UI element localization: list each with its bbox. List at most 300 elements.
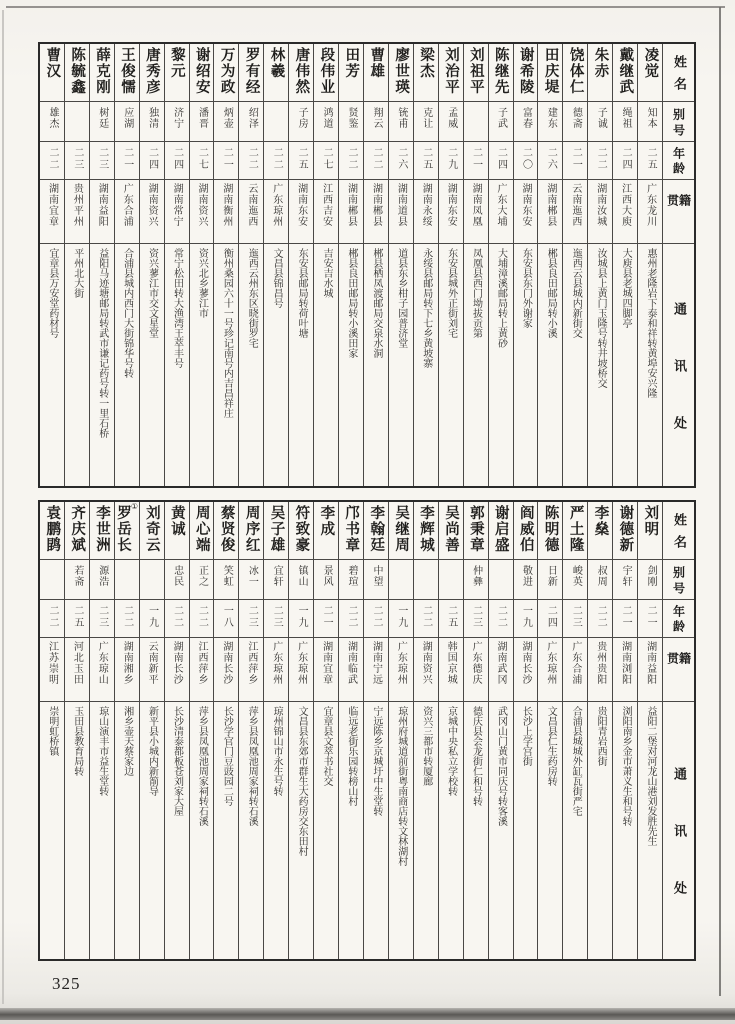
name-cell-text: 戴继武 [617,47,634,95]
address-cell [140,702,164,959]
alias-cell-text: 富春 [520,107,532,129]
age-cell-text: 二七 [196,147,208,171]
age-cell [638,600,662,638]
age-cell [289,142,313,180]
alias-cell [364,560,388,600]
name-cell [514,44,538,102]
name-cell [165,44,189,102]
person-entry [514,502,539,959]
name-cell-text: 符致豪 [293,505,310,553]
alias-cell [90,560,114,600]
person-entry [339,44,364,486]
age-cell-text: 二一 [470,147,482,171]
origin-cell-text: 广东琼山 [96,641,108,685]
column-header-origin [663,638,694,702]
column-header-address [663,244,694,486]
address-cell [314,244,338,486]
origin-cell [638,638,662,702]
person-entry [414,502,439,959]
address-cell-text: 长沙上学宫街 [520,706,532,766]
person-entry [464,502,489,959]
age-cell-text: 二二 [46,605,58,629]
origin-cell-text: 江西萍乡 [245,641,257,685]
address-cell-text: 琼州府城道前街粤南商店转文林湖村 [395,706,407,866]
origin-cell-text: 湖南浏阳 [619,641,631,685]
origin-cell [538,180,562,244]
address-cell [140,244,164,486]
name-cell [40,502,64,560]
origin-cell [115,180,139,244]
age-cell [364,600,388,638]
address-cell-text: 玉田县教育局转 [71,706,83,776]
age-cell [638,142,662,180]
address-cell-text: 凤凰县西门坳拔贡第 [470,248,482,338]
alias-cell [90,102,114,142]
age-cell-text: 二二 [196,605,208,629]
origin-cell-text: 贵州贵阳 [594,641,606,685]
origin-cell [165,180,189,244]
alias-cell-text: 宜轩 [271,565,283,587]
age-cell-text: 二二 [346,605,358,629]
alias-cell-text: 雄杰 [46,107,58,129]
address-cell-text: 迤西云州东区晓街罗宅 [246,248,258,348]
alias-cell [140,560,164,600]
person-entry [40,502,65,959]
column-header-name-text: 姓名 [671,55,687,99]
address-cell-text: 合浦县城城外缸瓦街严宅 [570,706,582,816]
name-cell-text: 齐庆斌 [69,505,86,553]
address-cell-text: 萍乡县凤凰池周家祠转石溪 [246,706,258,826]
age-cell-text: 二一 [221,147,233,171]
origin-cell-text: 广东琼州 [270,183,282,227]
person-entry [489,502,514,959]
address-cell [339,702,363,959]
address-cell-text: 贵阳青岩西街 [595,706,607,766]
address-cell-text: 资兴三都市转厦廊 [420,706,432,786]
address-cell-text: 宜章县万安堂药材号 [46,248,58,338]
origin-cell [65,180,89,244]
address-cell [464,702,488,959]
origin-cell [389,638,413,702]
origin-cell-text: 湖南道县 [395,183,407,227]
origin-cell [464,638,488,702]
alias-cell [314,102,338,142]
address-cell [190,702,214,959]
column-header-name [663,502,694,560]
alias-cell-text: 绍泽 [246,107,258,129]
age-cell-text: 一九 [520,605,532,629]
directory-table-top [38,42,696,488]
alias-cell-text: 贤鉴 [346,107,358,129]
alias-cell [339,560,363,600]
address-cell [389,702,413,959]
origin-cell [190,638,214,702]
alias-cell-text: 忠民 [171,565,183,587]
address-cell [364,244,388,486]
age-cell-text: 二二 [420,605,432,629]
alias-cell [115,102,139,142]
name-cell [239,44,263,102]
name-cell [514,502,538,560]
age-cell-text: 二二 [246,147,258,171]
name-cell [314,502,338,560]
address-cell-text: 东安县城外正街刘宅 [445,248,457,338]
origin-cell-text: 韩国京城 [445,641,457,685]
alias-cell [563,102,587,142]
address-cell-text: 惠州老隆岩下泰和祥转黄埠安兴隆 [644,248,656,398]
name-cell-text: 李世洲 [94,505,111,553]
origin-cell-text: 江西大庾 [619,183,631,227]
address-cell [115,702,139,959]
alias-cell-text: 景风 [321,565,333,587]
scan-edge-bottom [0,1008,735,1020]
age-cell-text: 二三 [71,147,83,171]
alias-cell-text: 孟威 [445,107,457,129]
age-cell-text: 二三 [246,605,258,629]
origin-cell-text: 广东德庆 [470,641,482,685]
address-cell-text: 益阳二堡对河龙山港刘发胜先生 [644,706,656,846]
age-cell-text: 二二 [370,605,382,629]
origin-cell-text: 江西萍乡 [195,641,207,685]
origin-cell [364,638,388,702]
address-cell-text: 长沙学官门豆豉园二号 [221,706,233,806]
age-cell [264,142,288,180]
person-entry [588,502,613,959]
person-entry [364,502,389,959]
age-cell [538,142,562,180]
age-cell-text: 一九 [296,605,308,629]
address-cell-text: 大庾县老城四脚亭 [620,248,632,328]
age-cell-text: 二三 [570,605,582,629]
age-cell-text: 二三 [271,605,283,629]
address-cell-text: 常宁松田转大渔湾王萃丰号 [171,248,183,368]
person-entry [389,44,414,486]
name-cell-text: 吴尚善 [442,505,459,553]
age-cell-text: 二六 [545,147,557,171]
address-cell-text: 吉安吉水城 [321,248,332,298]
age-cell [364,142,388,180]
alias-cell-text: 鸿道 [321,107,333,129]
age-cell-text: 二三 [96,147,108,171]
name-cell-text: 陈毓鑫 [69,47,86,95]
origin-cell [90,638,114,702]
name-cell-text: 谢绍安 [193,47,210,95]
name-cell-text: 阎威伯 [517,505,534,553]
address-cell-text: 东安县东门外谢家 [520,248,532,328]
alias-cell [514,560,538,600]
person-entry [214,502,239,959]
alias-cell-text: 镇山 [296,565,308,587]
age-cell [439,600,463,638]
address-cell [264,702,288,959]
age-cell [115,142,139,180]
name-cell [389,44,413,102]
age-cell [165,600,189,638]
person-entry [190,44,215,486]
name-cell [289,502,313,560]
address-cell-text: 郴县良田邮局转小溪田家 [345,248,357,358]
age-cell [514,600,538,638]
age-cell-text: 二六 [395,147,407,171]
address-cell [289,702,313,959]
name-cell-text: 段伟业 [318,47,335,95]
origin-cell [239,180,263,244]
name-cell-text: 周心端 [193,505,210,553]
origin-cell [613,180,637,244]
column-header-alias-text: 别号 [671,565,686,598]
origin-cell-text: 云南迤西 [245,183,257,227]
age-cell [40,142,64,180]
alias-cell [165,560,189,600]
origin-cell-text: 广东琼州 [395,641,407,685]
address-cell-text: 汝城县上黄门玉隆号转井坡桥交 [595,248,607,388]
address-cell-text: 长沙清泰都板苍刘家大屋 [171,706,183,816]
origin-cell-text: 贵州平州 [71,183,83,227]
origin-cell-text: 湖南资兴 [146,183,158,227]
name-cell-text: 万为政 [218,47,235,95]
name-cell-text: 郭秉章 [467,505,484,553]
origin-cell-text: 湖南东安 [519,183,531,227]
alias-cell [613,560,637,600]
name-cell [339,502,363,560]
name-cell-text: 袁鹏鹍 [44,505,61,553]
origin-cell-text: 湖南临武 [345,641,357,685]
origin-cell [588,180,612,244]
age-cell [239,142,263,180]
address-cell [439,244,463,486]
address-cell [414,244,438,486]
alias-cell [389,102,413,142]
origin-cell [40,638,64,702]
alias-cell [289,560,313,600]
name-cell-text: 林羲 [268,47,285,79]
name-cell [90,502,114,560]
age-cell-text: 二四 [545,605,557,629]
name-cell [414,44,438,102]
origin-cell-text: 湖南长沙 [220,641,232,685]
name-cell [264,502,288,560]
age-cell [389,600,413,638]
age-cell [264,600,288,638]
address-cell [90,244,114,486]
scan-edge-right [719,7,721,996]
address-cell-text: 崇明虹桥镇 [46,706,58,756]
name-cell [439,44,463,102]
name-cell-text: 谢德新 [617,505,634,553]
name-cell [90,44,114,102]
origin-cell [140,638,164,702]
name-cell-text: 陈继先 [492,47,509,95]
alias-cell [264,560,288,600]
name-cell-text: 周序红 [243,505,260,553]
column-header-address-text: 通讯处 [671,301,687,473]
age-cell [339,600,363,638]
name-cell [239,502,263,560]
person-entry [538,44,563,486]
name-cell [214,44,238,102]
address-cell [165,702,189,959]
address-cell [489,702,513,959]
age-cell [65,142,89,180]
name-cell [190,502,214,560]
name-cell [613,502,637,560]
name-cell [314,44,338,102]
alias-cell [65,102,89,142]
origin-cell-text: 广东琼州 [295,641,307,685]
alias-cell [165,102,189,142]
age-cell-text: 二二 [46,147,58,171]
address-cell-text: 大埔漳溪邮局转上黄砂 [495,248,507,348]
age-cell-text: 二五 [296,147,308,171]
address-cell-text: 京城中央私立学校转 [445,706,457,796]
origin-cell [140,180,164,244]
person-entry [214,44,239,486]
age-cell-text: 一九 [146,605,158,629]
address-cell [289,244,313,486]
address-cell [165,244,189,486]
age-cell [563,142,587,180]
person-entry [190,502,215,959]
name-cell-text: 凌觉 [642,47,659,79]
address-cell [90,702,114,959]
origin-cell-text: 江苏崇明 [46,641,58,685]
name-cell-text: 邝书章 [343,505,360,553]
origin-cell-text: 湖南郴县 [544,183,556,227]
directory-table-bottom [38,500,696,961]
alias-cell-text: 潘晋 [196,107,208,129]
alias-cell-text: 正之 [196,565,208,587]
address-cell-text: 文昌县东郊市群生大药房交东田村 [296,706,308,856]
name-cell-text: 李燊 [592,505,609,537]
origin-cell [414,638,438,702]
address-cell [638,702,662,959]
name-cell-text: 王俊懦 [118,47,135,95]
column-header-origin-text: 籍贯 [665,194,692,220]
alias-cell [190,560,214,600]
address-cell-text: 资兴蓼江市交文星堂 [146,248,158,338]
address-cell-text: 萍乡县凤凰池周家祠转石溪 [196,706,208,826]
address-cell-text: 永绥县邮局转下七乡黄坡寨 [420,248,432,368]
address-cell [239,244,263,486]
person-entry [638,44,663,486]
address-cell-text: 衡州桑园六十一号珍记南号内吉昌祥庄 [221,248,233,418]
age-cell [339,142,363,180]
person-entry [314,502,339,959]
name-cell [563,44,587,102]
origin-cell-text: 湖南汝城 [594,183,606,227]
alias-cell-text: 日新 [545,565,557,587]
address-cell-text: 宁远陈乡京城圩中生堂转 [370,706,382,816]
origin-cell [264,180,288,244]
alias-cell [364,102,388,142]
alias-cell [65,560,89,600]
scan-edge-left [2,10,4,1004]
person-entry [264,502,289,959]
alias-cell-text: 树廷 [96,107,108,129]
alias-cell [414,102,438,142]
name-cell-text: 朱赤 [592,47,609,79]
name-cell-text: 田庆堤 [542,47,559,95]
age-cell-text: 二五 [71,605,83,629]
age-cell-text: 二一 [570,147,582,171]
origin-cell [314,638,338,702]
age-cell-text: 二九 [445,147,457,171]
address-cell [190,244,214,486]
origin-cell-text: 湖南资兴 [195,183,207,227]
origin-cell [464,180,488,244]
origin-cell-text: 云南迤西 [569,183,581,227]
person-entry [613,502,638,959]
origin-cell-text: 湖南常宁 [171,183,183,227]
age-cell-text: 二一 [321,605,333,629]
age-cell [414,142,438,180]
age-cell [140,142,164,180]
alias-cell [214,560,238,600]
alias-cell-text: 子武 [495,107,507,129]
name-cell [414,502,438,560]
address-cell [613,244,637,486]
name-cell [190,44,214,102]
alias-cell [289,102,313,142]
name-cell-text: 黄诚 [168,505,185,537]
age-cell-text: 二四 [495,147,507,171]
age-cell-text: 二五 [420,147,432,171]
address-cell-text: 临远老街乐园转榜山村 [345,706,357,806]
origin-cell-text: 湖南宁远 [370,641,382,685]
origin-cell [115,638,139,702]
alias-cell-text: 独清 [146,107,158,129]
origin-cell [414,180,438,244]
alias-cell-text: 铳甫 [395,107,407,129]
alias-cell-text: 仲彝 [470,565,482,587]
column-header-alias [663,102,694,142]
alias-cell [638,102,662,142]
age-cell [414,600,438,638]
name-cell [464,502,488,560]
alias-cell-text: 翔云 [370,107,382,129]
alias-cell [190,102,214,142]
name-cell [489,44,513,102]
address-cell-text: 迤西云县城内新街交 [570,248,582,338]
name-cell-text: 谢希陵 [517,47,534,95]
origin-cell [289,180,313,244]
age-cell [489,600,513,638]
name-cell [339,44,363,102]
name-cell-text: 梁杰 [418,47,435,79]
column-header-address [663,702,694,959]
age-cell-text: 二五 [445,605,457,629]
address-cell [339,244,363,486]
column-header-age-text: 年龄 [671,605,686,635]
age-cell-text: 二二 [495,605,507,629]
address-cell-text: 郴县良田邮局转小溪 [545,248,557,338]
name-cell [538,502,562,560]
person-entry [65,502,90,959]
age-cell-text: 二二 [271,147,283,171]
column-header-name [663,44,694,102]
name-cell-text: 李成 [318,505,335,537]
address-cell [214,244,238,486]
name-cell-text: 陈明德 [542,505,559,553]
alias-cell-text: 宇轩 [620,565,632,587]
name-cell-text: 严土隆 [567,505,584,553]
alias-cell [489,560,513,600]
alias-cell-text: 炳壶 [221,107,233,129]
name-cell [538,44,562,102]
name-cell-text: 唐伟然 [293,47,310,95]
person-entry [115,44,140,486]
name-cell-text: 谢启盛 [492,505,509,553]
